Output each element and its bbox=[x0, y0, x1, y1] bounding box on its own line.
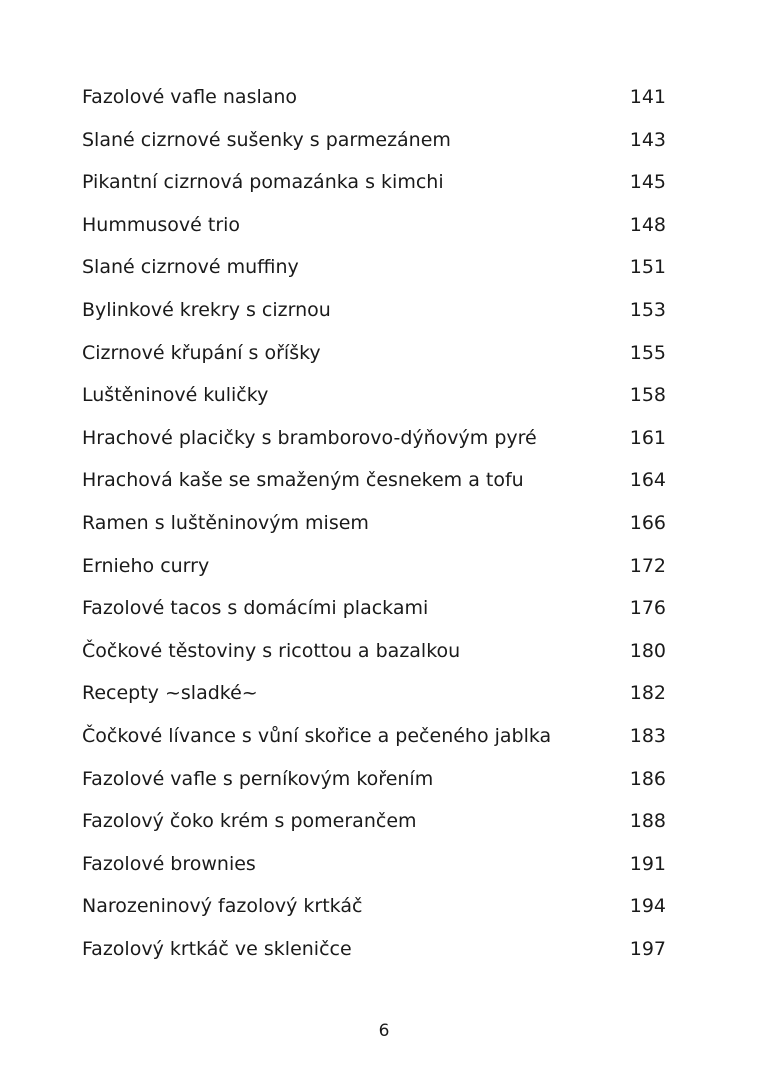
toc-entry-title: Ernieho curry bbox=[82, 554, 210, 577]
toc-entry-page: 151 bbox=[629, 256, 666, 279]
toc-entry[interactable] bbox=[82, 587, 666, 630]
toc-entry-page: 183 bbox=[629, 724, 666, 747]
toc-entry-page: 153 bbox=[629, 298, 666, 321]
toc-entry-title: Cizrnové křupání s oříšky bbox=[82, 341, 321, 364]
toc-entry[interactable] bbox=[82, 630, 666, 673]
toc-entry-page: 182 bbox=[629, 682, 666, 705]
toc-entry-title: Hummusové trio bbox=[82, 213, 241, 236]
toc-entry[interactable] bbox=[82, 246, 666, 289]
toc-entry-page: 172 bbox=[629, 554, 666, 577]
table-of-contents bbox=[82, 76, 666, 970]
toc-entry-page: 161 bbox=[629, 426, 666, 449]
toc-entry[interactable] bbox=[82, 758, 666, 801]
toc-entry-title: Ramen s luštěninovým misem bbox=[82, 511, 369, 534]
toc-entry-title: Luštěninové kuličky bbox=[82, 384, 269, 407]
toc-entry-title: Narozeninový fazolový krtkáč bbox=[82, 895, 363, 918]
toc-entry[interactable] bbox=[82, 545, 666, 588]
toc-entry-title: Fazolové vafle naslano bbox=[82, 86, 298, 108]
toc-entry-page: 191 bbox=[629, 852, 666, 875]
toc-entry[interactable] bbox=[82, 417, 666, 460]
toc-entry[interactable] bbox=[82, 119, 666, 162]
toc-entry-title: Fazolové vafle s perníkovým kořením bbox=[82, 767, 434, 790]
toc-entry[interactable] bbox=[82, 204, 666, 247]
toc-entry-title: Slané cizrnové muffiny bbox=[82, 256, 299, 279]
toc-entry[interactable] bbox=[82, 502, 666, 545]
toc-entry[interactable] bbox=[82, 885, 666, 928]
toc-entry-title: Slané cizrnové sušenky s parmezánem bbox=[82, 128, 451, 151]
toc-entry-page: 145 bbox=[629, 171, 666, 194]
toc-entry[interactable] bbox=[82, 289, 666, 332]
toc-entry-title: Recepty ~sladké~ bbox=[82, 682, 258, 705]
toc-entry-page: 148 bbox=[629, 213, 666, 236]
toc-entry-title: Hrachová kaše se smaženým česnekem a tofu bbox=[82, 469, 524, 492]
toc-entry-page: 188 bbox=[629, 810, 666, 833]
toc-entry-page: 155 bbox=[629, 341, 666, 364]
toc-entry-page: 164 bbox=[629, 469, 666, 492]
toc-entry-title: Hrachové placičky s bramborovo-dýňovým pyré bbox=[82, 426, 537, 449]
toc-entry-title: Čočkové těstoviny s ricottou a bazalkou bbox=[82, 639, 461, 662]
toc-entry-title: Pikantní cizrnová pomazánka s kimchi bbox=[82, 171, 444, 194]
toc-entry[interactable] bbox=[82, 928, 666, 971]
toc-entry-title: Fazolový krtkáč ve skleničce bbox=[82, 937, 352, 960]
toc-entry[interactable] bbox=[82, 672, 666, 715]
toc-entry[interactable] bbox=[82, 76, 666, 119]
toc-entry[interactable] bbox=[82, 800, 666, 843]
toc-entry[interactable] bbox=[82, 459, 666, 502]
toc-entry-page: 197 bbox=[629, 937, 666, 960]
toc-entry[interactable] bbox=[82, 161, 666, 204]
toc-entry-title: Fazolový čoko krém s pomerančem bbox=[82, 810, 417, 833]
toc-entry-title: Bylinkové krekry s cizrnou bbox=[82, 298, 331, 321]
toc-entry-page: 186 bbox=[629, 767, 666, 790]
page-number: 6 bbox=[378, 1021, 390, 1041]
toc-entry-page: 143 bbox=[629, 128, 666, 151]
toc-entry-title: Fazolové tacos s domácími plackami bbox=[82, 597, 429, 620]
toc-entry[interactable] bbox=[82, 374, 666, 417]
toc-entry-page: 176 bbox=[629, 597, 666, 620]
toc-entry-title: Čočkové lívance s vůní skořice a pečeného jablka bbox=[82, 724, 552, 747]
toc-entry[interactable] bbox=[82, 332, 666, 375]
toc-entry-page: 141 bbox=[629, 86, 666, 108]
toc-entry-page: 194 bbox=[629, 895, 666, 918]
toc-entry-page: 158 bbox=[629, 384, 666, 407]
toc-entry[interactable] bbox=[82, 843, 666, 886]
toc-entry-title: Fazolové brownies bbox=[82, 852, 256, 875]
toc-entry[interactable] bbox=[82, 715, 666, 758]
toc-entry-page: 166 bbox=[629, 511, 666, 534]
toc-entry-page: 180 bbox=[629, 639, 666, 662]
